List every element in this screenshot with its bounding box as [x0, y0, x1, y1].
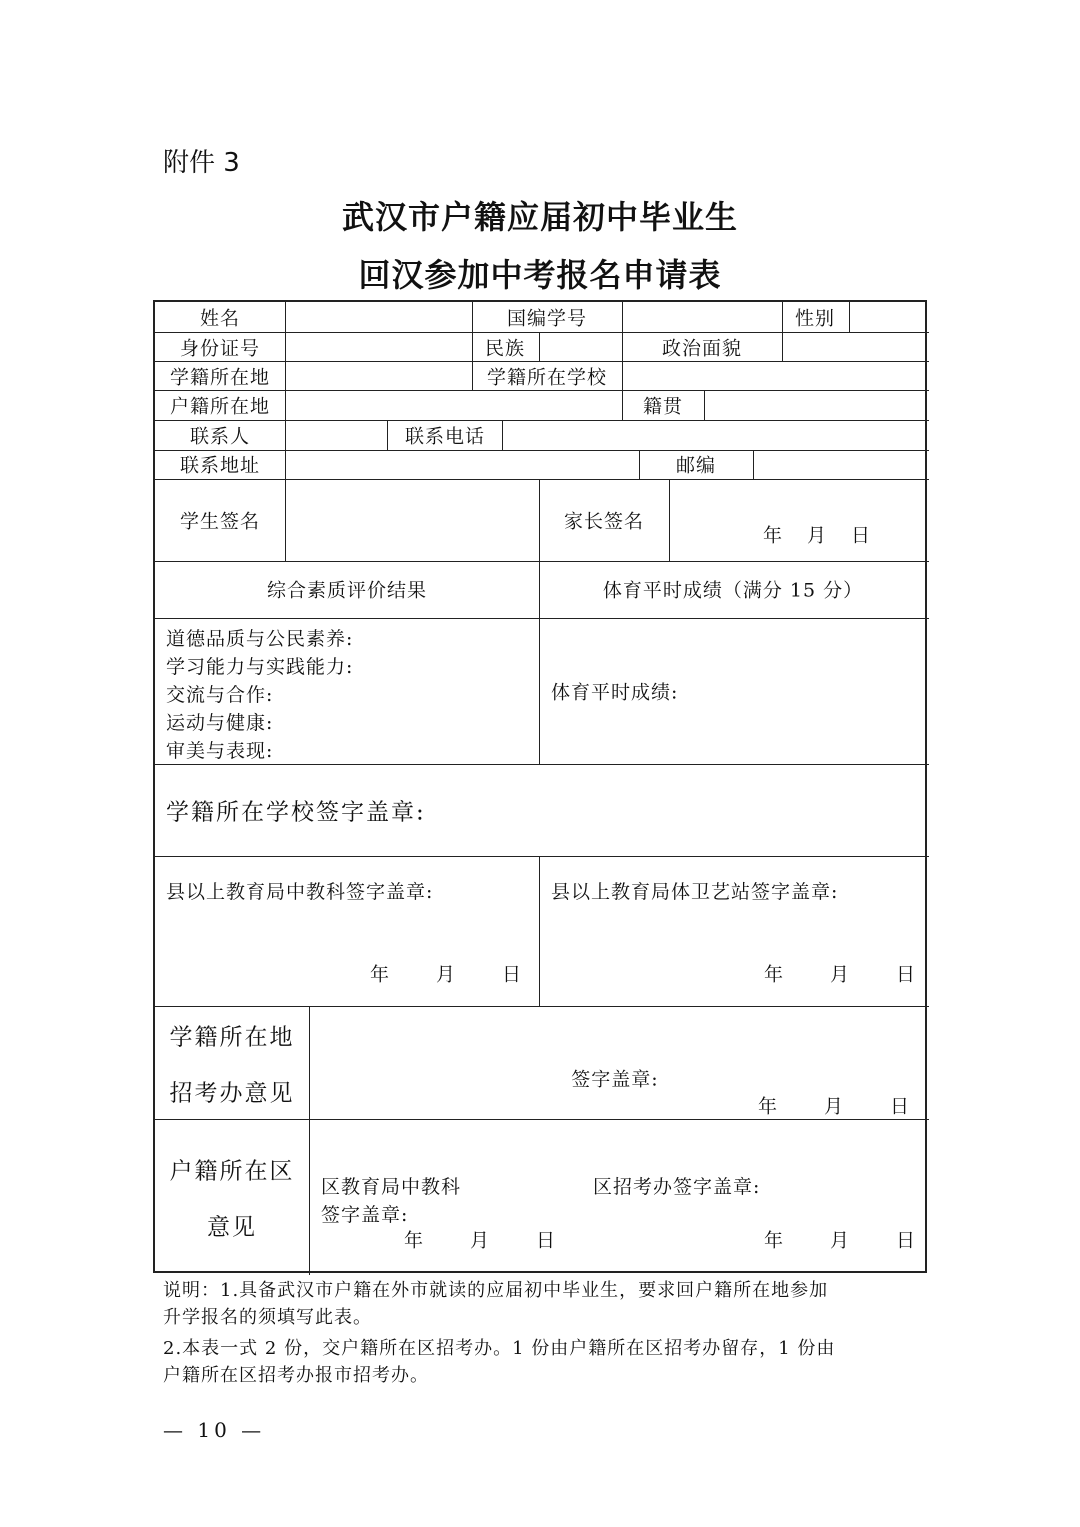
gender-label: 性别 [794, 307, 836, 330]
student-signature-field[interactable] [286, 480, 538, 560]
pe-header: 体育平时成绩（满分 15 分） [602, 579, 864, 602]
notes-line: 2.本表一式 2 份，交户籍所在区招考办。1 份由户籍所在区招考办留存，1 份由 [163, 1338, 836, 1359]
school-reg-place-field[interactable] [286, 362, 471, 389]
student-no-label: 国编学号 [506, 307, 588, 330]
evaluation-header: 综合素质评价结果 [266, 579, 428, 602]
district-teaching-label-line1: 区教育局中教科 [321, 1176, 462, 1198]
contact-phone-label: 联系电话 [404, 425, 486, 448]
student-signature-label: 学生签名 [179, 510, 261, 533]
evaluation-item: 学习能力与实践能力: [166, 656, 354, 678]
parent-signature-label: 家长签名 [563, 510, 645, 533]
postcode-label: 邮编 [675, 454, 717, 477]
id-no-label: 身份证号 [179, 337, 261, 360]
evaluation-item: 运动与健康: [166, 712, 274, 734]
row-divider [155, 1006, 929, 1007]
contact-address-label: 联系地址 [179, 454, 261, 477]
contact-phone-field[interactable] [503, 421, 927, 449]
name-field[interactable] [286, 303, 471, 331]
district-teaching-label-line2: 签字盖章: [321, 1204, 409, 1226]
bureau-teaching-stamp-label: 县以上教育局中教科签字盖章: [166, 881, 434, 903]
notes-line: 升学报名的须填写此表。 [163, 1307, 372, 1328]
school-reg-school-field[interactable] [623, 362, 927, 389]
exam-office-label-line2: 招考办意见 [169, 1080, 295, 1107]
row-divider [155, 764, 929, 765]
district-exam-office-stamp-label: 区招考办签字盖章: [593, 1176, 761, 1198]
bureau-sports-stamp-label: 县以上教育局体卫艺站签字盖章: [551, 881, 839, 903]
gender-field[interactable] [850, 303, 927, 331]
district-label-line2: 意见 [207, 1214, 257, 1241]
contact-label: 联系人 [189, 425, 251, 448]
native-place-label: 籍贯 [642, 395, 684, 418]
signature-date: 年 月 日 [762, 524, 874, 547]
evaluation-item: 道德品质与公民素养: [166, 628, 354, 650]
school-reg-school-label: 学籍所在学校 [486, 366, 608, 389]
postcode-field[interactable] [754, 451, 927, 478]
application-form-table [153, 300, 927, 1273]
pe-score-field[interactable] [540, 619, 927, 763]
page-number: — 10 — [163, 1418, 266, 1442]
name-label: 姓名 [199, 307, 241, 330]
notes-line: 说明：1.具备武汉市户籍在外市就读的应届初中毕业生，要求回户籍所在地参加 [163, 1280, 829, 1301]
district-right-date: 年 月 日 [763, 1229, 919, 1252]
school-reg-place-label: 学籍所在地 [169, 366, 271, 389]
exam-office-label-line1: 学籍所在地 [169, 1024, 295, 1051]
exam-office-stamp-label: 签字盖章: [571, 1068, 659, 1091]
evaluation-item: 交流与合作: [166, 684, 274, 706]
evaluation-item: 审美与表现: [166, 740, 274, 762]
exam-office-date: 年 月 日 [757, 1095, 913, 1118]
id-no-field[interactable] [286, 333, 471, 360]
household-reg-place-field[interactable] [286, 391, 621, 419]
ethnicity-field[interactable] [540, 333, 621, 360]
attachment-label: 附件 3 [163, 148, 240, 178]
notes-line: 户籍所在区招考办报市招考办。 [163, 1365, 429, 1386]
contact-address-field[interactable] [286, 451, 638, 478]
district-label-line1: 户籍所在区 [169, 1158, 295, 1185]
household-reg-place-label: 户籍所在地 [169, 395, 271, 418]
native-place-field[interactable] [705, 391, 927, 419]
row-divider [155, 856, 929, 857]
form-title-line1: 武汉市户籍应届初中毕业生 [341, 198, 738, 236]
form-title-line2: 回汉参加中考报名申请表 [358, 256, 722, 294]
contact-field[interactable] [286, 421, 386, 449]
student-no-field[interactable] [623, 303, 781, 331]
district-left-date: 年 月 日 [403, 1229, 559, 1252]
pe-score-label: 体育平时成绩: [551, 681, 679, 704]
political-field[interactable] [783, 333, 927, 360]
ethnicity-label: 民族 [484, 337, 526, 360]
school-stamp-label: 学籍所在学校签字盖章: [166, 799, 426, 826]
row-divider [155, 1119, 929, 1120]
political-label: 政治面貌 [661, 337, 743, 360]
row-divider [155, 561, 929, 562]
bureau-left-date: 年 月 日 [369, 963, 525, 986]
bureau-right-date: 年 月 日 [763, 963, 919, 986]
